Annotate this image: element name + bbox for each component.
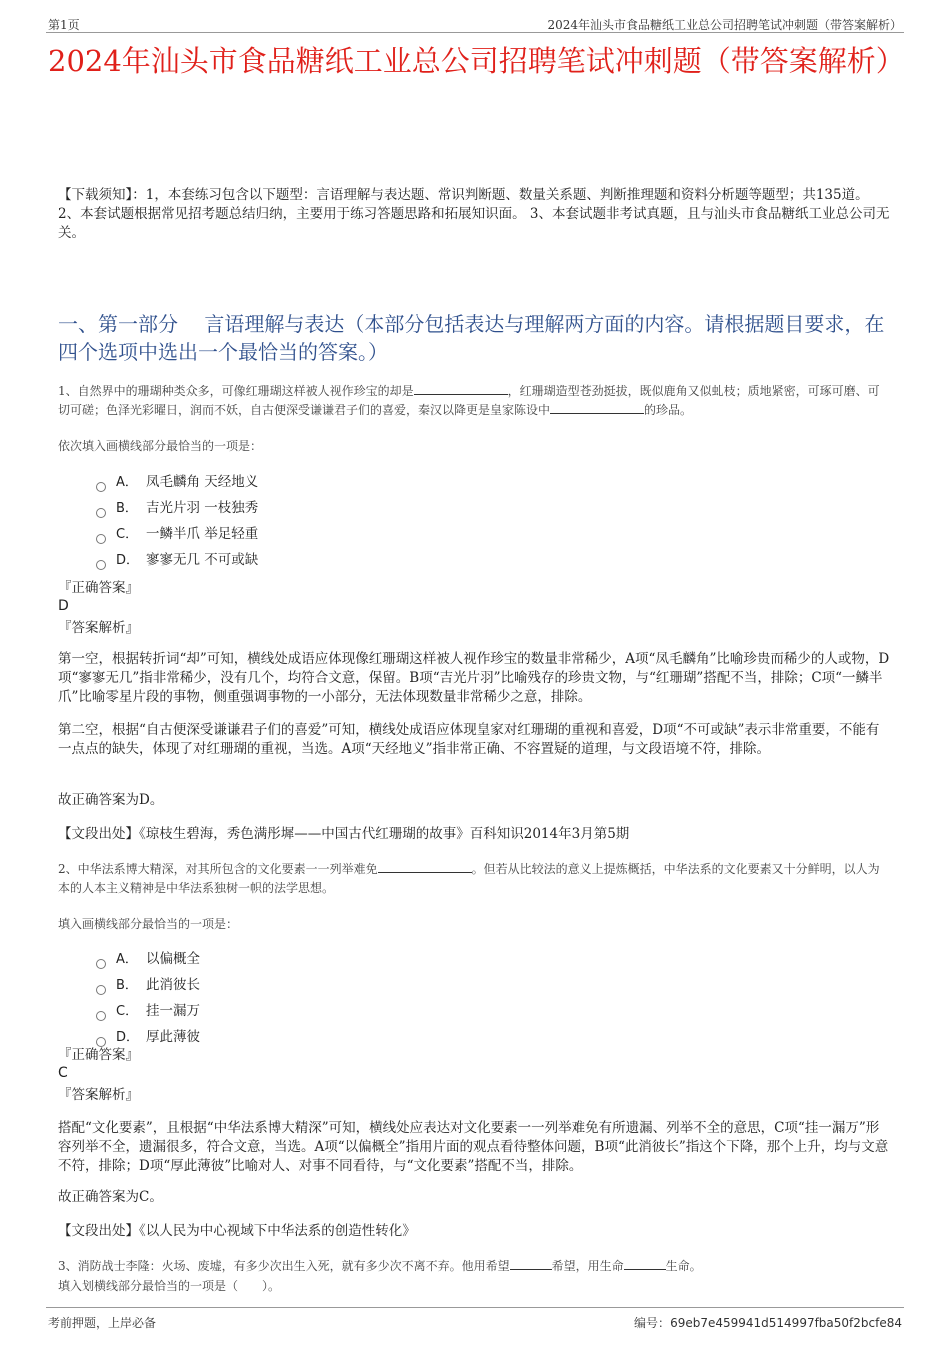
radio-icon[interactable]	[96, 959, 106, 969]
option-b[interactable]	[96, 499, 258, 518]
analysis-paragraph: 第二空，根据“自古便深受谦谦君子们的喜爱”可知，横线处成语应体现皇家对红珊瑚的重视和喜爱，D项“不可或缺”表示非常重要，不能有一点点的缺失，体现了对红珊瑚的重视，当选。A项“天经地义”指非常正确、不容置疑的道理，与文段语境不符，排除。	[58, 722, 880, 757]
stem-text: 希望，用生命	[551, 1259, 624, 1273]
question-3-prompt: 填入划横线部分最恰当的一项是（ ）。	[58, 1279, 281, 1293]
blank-line	[378, 860, 472, 873]
radio-icon[interactable]	[96, 1011, 106, 1021]
option-a[interactable]	[96, 950, 200, 969]
question-3-stem	[58, 1257, 890, 1276]
option-a[interactable]	[96, 473, 258, 492]
radio-icon[interactable]	[96, 560, 106, 570]
question-2-stem	[58, 860, 890, 898]
page-footer	[46, 1307, 904, 1328]
analysis-paragraph: 搭配“文化要素”，且根据“中华法系博大精深”可知，横线处应表达对文化要素一一列举难免有所遗漏、列举不全的意思，C项“挂一漏万”形容列举不全，遗漏很多，符合文意，当选。A项“以偏概全”指用片面的观点看待整体问题，B项“此消彼长”指这个下降，那个上升，均与文意不符，排除；D项“厚此薄彼”比喻对人、对事不同看待，与“文化要素”搭配不当，排除。	[58, 1120, 889, 1174]
option-text: 凤毛麟角 天经地义	[146, 474, 259, 490]
code-value: 69eb7e459941d514997fba50f2bcfe84	[670, 1316, 902, 1330]
radio-icon[interactable]	[96, 985, 106, 995]
blank-line	[550, 401, 644, 414]
option-letter: A．	[116, 952, 138, 967]
question-1-stem	[58, 382, 890, 420]
analysis-label: 『答案解析』	[58, 1087, 139, 1103]
option-d[interactable]	[96, 551, 258, 570]
option-text: 一鳞半爪 举足轻重	[146, 526, 259, 542]
footer-slogan: 考前押题，上岸必备	[48, 1316, 157, 1330]
stem-text: 的珍品。	[644, 403, 693, 417]
analysis-label: 『答案解析』	[58, 620, 139, 636]
stem-text: 。但若从比较法的意义上提炼概括，中华法系的文化要素又十分鲜明，以人为本的人本主义精神是中华法系独树一帜的法学思想。	[58, 862, 880, 895]
blank-line	[624, 1257, 666, 1270]
option-letter: C．	[116, 527, 139, 542]
option-text: 以偏概全	[146, 951, 200, 967]
radio-icon[interactable]	[96, 482, 106, 492]
option-letter: D．	[116, 1030, 140, 1045]
stem-text: 生命。	[665, 1259, 702, 1273]
answer-label: 『正确答案』	[58, 580, 139, 596]
answer-value: C	[58, 1065, 68, 1081]
page-header	[46, 14, 904, 33]
option-letter: A．	[116, 475, 138, 490]
option-letter: B．	[116, 978, 138, 993]
option-c[interactable]	[96, 525, 258, 544]
radio-icon[interactable]	[96, 534, 106, 544]
blank-line	[414, 382, 508, 395]
question-1-prompt: 依次填入画横线部分最恰当的一项是：	[58, 439, 263, 453]
radio-icon[interactable]	[96, 1037, 106, 1047]
stem-text: 3、消防战士李隆：火场、废墟，有多少次出生入死，就有多少次不离不弃。他用希望	[58, 1259, 510, 1273]
analysis-paragraph: 第一空，根据转折词“却”可知，横线处成语应体现像红珊瑚这样被人视作珍宝的数量非常稀少，A项“凤毛麟角”比喻珍贵而稀少的人或物，D项“寥寥无几”指非常稀少，没有几个，均符合文意，保留。B项“吉光片羽”比喻残存的珍贵文物，与“红珊瑚”搭配不当，排除；C项“一鳞半爪”比喻零星片段的事物，侧重强调事物的一小部分，无法体现数量非常稀少之意，排除。	[58, 651, 890, 705]
analysis-conclusion: 故正确答案为C。	[58, 1189, 163, 1205]
stem-text: 2、中华法系博大精深，对其所包含的文化要素一一列举难免	[58, 862, 378, 876]
download-note: 【下载须知】：1，本套练习包含以下题型：言语理解与表达题、常识判断题、数量关系题、判断推理题和资料分析题等题型；共135道。 2、本套试题根据常见招考题总结归纳，主要用于练习答题思路和拓展知识面。 3、本套试题非考试真题，且与汕头市食品糖纸工业总公司无关。	[58, 187, 890, 241]
option-text: 挂一漏万	[146, 1003, 200, 1019]
option-letter: B．	[116, 501, 138, 516]
option-text: 此消彼长	[146, 977, 200, 993]
option-b[interactable]	[96, 976, 200, 995]
option-text: 寥寥无几 不可或缺	[146, 552, 259, 568]
document-title: 2024年汕头市食品糖纸工业总公司招聘笔试冲刺题（带答案解析）	[48, 44, 905, 78]
option-text: 厚此薄彼	[146, 1029, 200, 1045]
stem-text: 1、自然界中的珊瑚种类众多，可像红珊瑚这样被人视作珍宝的却是	[58, 384, 414, 398]
header-doc-title: 2024年汕头市食品糖纸工业总公司招聘笔试冲刺题（带答案解析）	[547, 18, 902, 32]
stem-text: ，红珊瑚造型苍劲挺拔，既似鹿角又似虬枝；质地紧密，可琢可磨、可切可磋；色泽光彩曜日，润而不妖，自古便深受谦谦君子们的喜爱，秦汉以降更是皇家陈设中	[58, 384, 880, 417]
question-2-prompt: 填入画横线部分最恰当的一项是：	[58, 917, 239, 931]
answer-label: 『正确答案』	[58, 1047, 139, 1063]
source-citation: 【文段出处】《琼枝生碧海，秀色满彤墀——中国古代红珊瑚的故事》百科知识2014年3月第5期	[58, 826, 630, 842]
option-c[interactable]	[96, 1002, 200, 1021]
source-citation: 【文段出处】《以人民为中心视域下中华法系的创造性转化》	[58, 1223, 416, 1239]
option-d[interactable]	[96, 1028, 200, 1047]
page-number: 第1页	[48, 18, 80, 32]
radio-icon[interactable]	[96, 508, 106, 518]
code-label: 编号：	[634, 1316, 671, 1330]
document-code	[634, 1314, 902, 1331]
section-heading: 一、第一部分 言语理解与表达（本部分包括表达与理解两方面的内容。请根据题目要求，在四个选项中选出一个最恰当的答案。）	[58, 312, 885, 364]
option-text: 吉光片羽 一枝独秀	[146, 500, 259, 516]
analysis-conclusion: 故正确答案为D。	[58, 792, 164, 808]
option-letter: C．	[116, 1004, 139, 1019]
answer-value: D	[58, 598, 69, 614]
option-letter: D．	[116, 553, 140, 568]
blank-line	[510, 1257, 552, 1270]
